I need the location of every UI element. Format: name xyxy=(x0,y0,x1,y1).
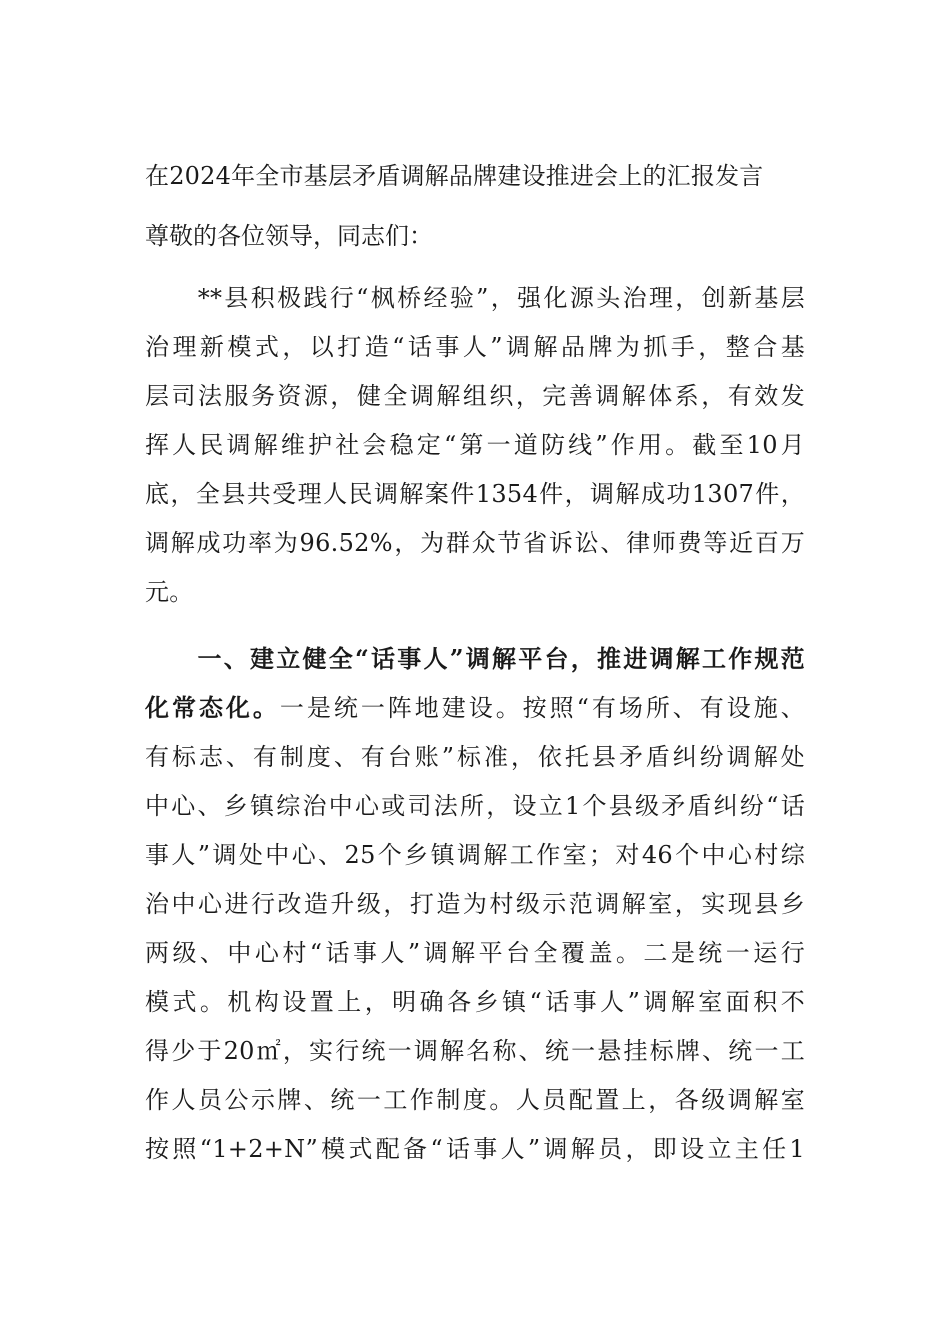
section-one-line: 作人员公示牌、统一工作制度。人员配置上，各级调解室 xyxy=(145,1086,805,1114)
section-one-paragraph xyxy=(145,634,805,1174)
section-one-line: 模式。机构设置上，明确各乡镇“话事人”调解室面积不 xyxy=(145,988,805,1016)
section-one-line xyxy=(145,683,805,733)
intro-line: 挥人民调解维护社会稳定“第一道防线”作用。截至10月 xyxy=(145,431,805,459)
section-one-line: 有标志、有制度、有台账”标准，依托县矛盾纠纷调解处 xyxy=(145,743,805,771)
section-one-line: 得少于20㎡，实行统一调解名称、统一悬挂标牌、统一工 xyxy=(145,1037,805,1065)
section-one-heading-end: 化常态化。 xyxy=(145,693,280,722)
section-one-heading: 一、建立健全“话事人”调解平台，推进调解工作规范 xyxy=(145,644,805,673)
section-one-line: 治中心进行改造升级，打造为村级示范调解室，实现县乡 xyxy=(145,890,805,918)
intro-line: 底，全县共受理人民调解案件1354件，调解成功1307件， xyxy=(145,480,805,508)
salutation: 尊敬的各位领导，同志们： xyxy=(145,222,433,250)
section-one-line: 中心、乡镇综治中心或司法所，设立1个县级矛盾纠纷“话 xyxy=(145,792,805,820)
section-one-text: 一是统一阵地建设。按照“有场所、有设施、 xyxy=(279,694,805,722)
section-one-line: 两级、中心村“话事人”调解平台全覆盖。二是统一运行 xyxy=(145,939,805,967)
intro-line: **县积极践行“枫桥经验”，强化源头治理，创新基层 xyxy=(145,284,805,312)
intro-line: 治理新模式，以打造“话事人”调解品牌为抓手，整合基 xyxy=(145,333,805,361)
intro-line: 调解成功率为96.52%，为群众节省诉讼、律师费等近百万 xyxy=(145,529,805,557)
section-one-line: 按照“1+2+N”模式配备“话事人”调解员，即设立主任1 xyxy=(145,1135,805,1163)
section-one-line: 事人”调处中心、25个乡镇调解工作室；对46个中心村综 xyxy=(145,841,805,869)
intro-line: 层司法服务资源，健全调解组织，完善调解体系，有效发 xyxy=(145,382,805,410)
intro-paragraph xyxy=(145,274,805,617)
intro-line: 元。 xyxy=(145,578,194,606)
document-title: 在2024年全市基层矛盾调解品牌建设推进会上的汇报发言 xyxy=(145,162,764,190)
